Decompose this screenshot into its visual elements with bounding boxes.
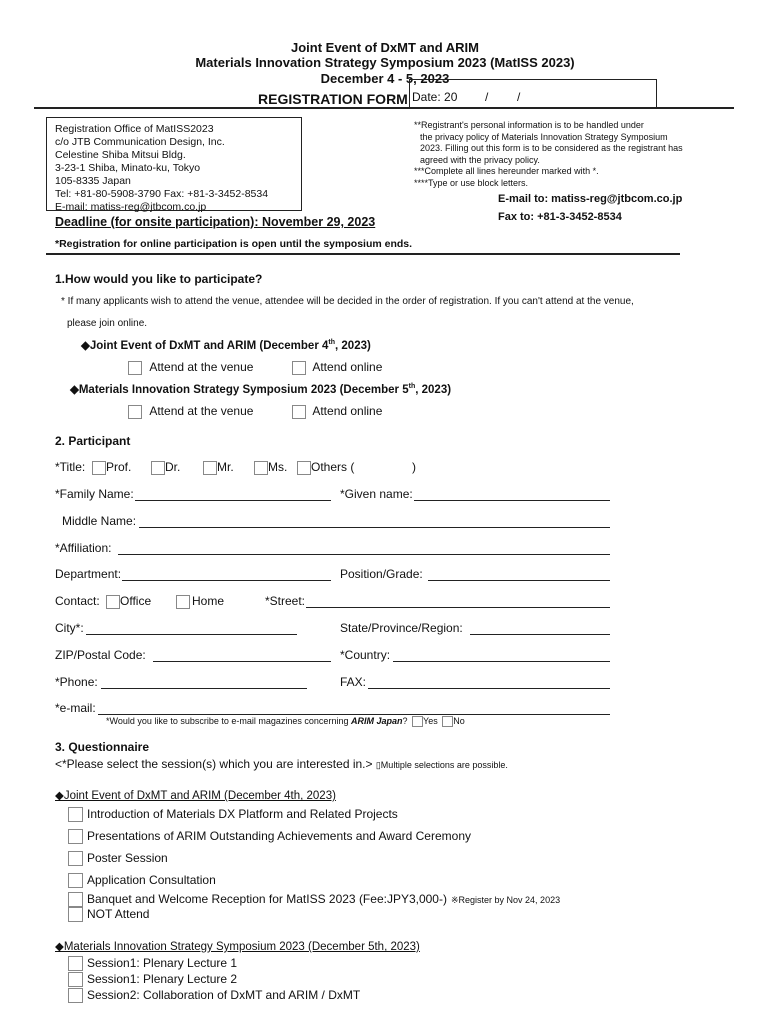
- phone-field[interactable]: [101, 688, 307, 689]
- registration-office-address: [55, 123, 268, 214]
- participation-event2-heading: [70, 382, 451, 396]
- subscribe-mark: ?: [402, 716, 408, 726]
- event2-venue-option[interactable]: [128, 404, 253, 419]
- session-label: Presentations of ARIM Outstanding Achievements and Award Ceremony: [87, 829, 471, 843]
- banquet-deadline-note: ※Register by Nov 24, 2023: [450, 895, 561, 905]
- event2-label: ◆Materials Innovation Strategy Symposium 2023 (December 5: [70, 384, 409, 396]
- position-label: Position/Grade:: [340, 567, 423, 581]
- given-name-label: *Given name:: [340, 487, 413, 501]
- state-field[interactable]: [470, 634, 610, 635]
- email-label: *e-mail:: [55, 701, 96, 715]
- checkbox[interactable]: [68, 972, 83, 987]
- option-label: Mr.: [217, 460, 234, 474]
- date-label: Date: 20: [412, 90, 458, 104]
- session-label: Session2: Collaboration of DxMT and ARIM / DxMT: [87, 988, 361, 1002]
- section1-title: 1.How would you like to participate?: [55, 272, 263, 286]
- address-line: c/o JTB Communication Design, Inc.: [55, 136, 225, 148]
- subscribe-text: *Would you like to subscribe to e-mail magazines concerning: [106, 716, 351, 726]
- header-divider: [34, 107, 734, 109]
- contact-label: Contact:: [55, 594, 100, 608]
- checkbox[interactable]: [68, 873, 83, 888]
- phone-label: *Phone:: [55, 675, 98, 689]
- subscribe-question: [106, 716, 465, 727]
- event-title-line2: Materials Innovation Strategy Symposium 2023 (MatISS 2023): [195, 55, 575, 70]
- participation-event1-heading: [81, 338, 371, 352]
- event2-online-option[interactable]: [292, 404, 382, 419]
- title-prof-option[interactable]: [92, 460, 131, 475]
- event2-sup: th: [408, 383, 416, 391]
- event2-label-end: , 2023): [415, 384, 452, 396]
- checkbox[interactable]: [68, 807, 83, 822]
- option-label: No: [453, 716, 465, 726]
- title-mr-option[interactable]: [203, 460, 234, 475]
- session-option[interactable]: [68, 956, 237, 971]
- zip-label: ZIP/Postal Code:: [55, 648, 146, 662]
- address-line: 3-23-1 Shiba, Minato-ku, Tokyo: [55, 162, 201, 174]
- session-label: Introduction of Materials DX Platform and Related Projects: [87, 807, 398, 821]
- option-label: Others (: [311, 460, 355, 474]
- affiliation-label: *Affiliation:: [55, 541, 112, 555]
- instruction-text: <*Please select the session(s) which you are interested in.>: [55, 757, 373, 771]
- session-option[interactable]: [68, 807, 398, 822]
- note-line: agreed with the privacy policy.: [420, 154, 540, 165]
- department-label: Department:: [55, 567, 122, 581]
- session-label: Poster Session: [87, 851, 168, 865]
- section1-note: * If many applicants wish to attend the venue, attendee will be decided in the order of registration. If you can't attend at the venue,: [61, 296, 634, 307]
- session-label: Session1: Plenary Lecture 1: [87, 956, 238, 970]
- option-label: Attend online: [312, 404, 383, 418]
- event1-sup: th: [328, 339, 336, 347]
- title-others-close: ): [412, 460, 416, 474]
- section1-note-cont: please join online.: [67, 318, 148, 329]
- fax-field[interactable]: [368, 688, 610, 689]
- session-option[interactable]: [68, 851, 168, 866]
- session-option[interactable]: [68, 873, 216, 888]
- session-label: NOT Attend: [87, 907, 150, 921]
- subscribe-yes-checkbox[interactable]: [412, 716, 423, 727]
- checkbox[interactable]: [68, 851, 83, 866]
- event1-label: ◆Joint Event of DxMT and ARIM (December 4: [81, 340, 329, 352]
- checkbox[interactable]: [254, 461, 268, 475]
- form-title: REGISTRATION FORM: [258, 91, 408, 107]
- street-label: *Street:: [265, 594, 306, 608]
- option-label: Attend at the venue: [149, 360, 254, 374]
- department-field[interactable]: [122, 580, 331, 581]
- checkbox[interactable]: [128, 361, 142, 375]
- event-date-line: December 4 - 5, 2023: [320, 71, 450, 86]
- family-name-label: *Family Name:: [55, 487, 134, 501]
- title-others-option[interactable]: [297, 460, 354, 475]
- online-registration-note: *Registration for online participation is open until the symposium ends.: [55, 238, 413, 250]
- option-label: Prof.: [106, 460, 132, 474]
- option-label: Office: [120, 594, 152, 608]
- event-title-line1: Joint Event of DxMT and ARIM: [290, 40, 480, 55]
- middle-name-field[interactable]: [139, 527, 610, 528]
- state-label: State/Province/Region:: [340, 621, 463, 635]
- checkbox[interactable]: [128, 405, 142, 419]
- questionnaire-instruction: [55, 757, 508, 771]
- not-attend-option[interactable]: [68, 907, 149, 922]
- event1-venue-option[interactable]: [128, 360, 253, 375]
- title-ms-option[interactable]: [254, 460, 287, 475]
- family-name-field[interactable]: [135, 500, 331, 501]
- address-line: Registration Office of MatISS2023: [55, 123, 214, 135]
- checkbox[interactable]: [68, 892, 83, 907]
- note-line: ****Type or use block letters.: [414, 177, 529, 188]
- deadline-text: Deadline (for onsite participation): November 29, 2023: [55, 215, 376, 229]
- option-label: Yes: [423, 716, 438, 726]
- note-line: 2023. Filling out this form is to be considered as the registrant has: [420, 143, 683, 153]
- title-label: *Title:: [55, 460, 86, 474]
- checkbox[interactable]: [68, 956, 83, 971]
- option-label: Ms.: [268, 460, 288, 474]
- event1-online-option[interactable]: [292, 360, 382, 375]
- contact-office-option[interactable]: [106, 594, 151, 609]
- checkbox[interactable]: [292, 405, 306, 419]
- section3-title: 3. Questionnaire: [55, 740, 150, 754]
- checkbox[interactable]: [106, 595, 120, 609]
- email-field[interactable]: [98, 714, 610, 715]
- questionnaire-event1-heading: ◆Joint Event of DxMT and ARIM (December 4th, 2023): [55, 790, 336, 802]
- note-line: the privacy policy of Materials Innovation Strategy Symposium: [420, 131, 668, 142]
- session-label: Banquet and Welcome Reception for MatISS 2023 (Fee:JPY3,000-): [87, 892, 447, 906]
- note-line: **Registrant's personal information is to be handled under: [414, 120, 644, 130]
- note-line: ***Complete all lines hereunder marked with *.: [414, 166, 599, 176]
- questionnaire-event2-heading: ◆Materials Innovation Strategy Symposium 2023 (December 5th, 2023): [55, 941, 420, 953]
- checkbox[interactable]: [297, 461, 311, 475]
- date-separator-1: /: [485, 90, 489, 104]
- street-field[interactable]: [306, 607, 610, 608]
- address-email: E-mail: matiss-reg@jtbcom.co.jp: [55, 201, 207, 213]
- contact-email: E-mail to: matiss-reg@jtbcom.co.jp: [498, 193, 683, 205]
- checkbox[interactable]: [68, 988, 83, 1003]
- city-label: City*:: [55, 621, 84, 635]
- fax-label: FAX:: [340, 675, 367, 689]
- session-option[interactable]: [68, 988, 360, 1003]
- session-option[interactable]: [68, 829, 471, 844]
- position-field[interactable]: [428, 580, 610, 581]
- checkbox[interactable]: [92, 461, 106, 475]
- session-label: Application Consultation: [87, 873, 216, 887]
- checkbox[interactable]: [176, 595, 190, 609]
- checkbox[interactable]: [68, 829, 83, 844]
- date-separator-2: /: [517, 90, 521, 104]
- session-option[interactable]: [68, 972, 237, 987]
- checkbox[interactable]: [68, 907, 83, 922]
- subscribe-no-checkbox[interactable]: [442, 716, 453, 727]
- checkbox[interactable]: [151, 461, 165, 475]
- event1-label-end: , 2023): [335, 340, 371, 352]
- banquet-option[interactable]: [68, 892, 560, 907]
- address-line: Tel: +81-80-5908-3790 Fax: +81-3-3452-8534: [55, 188, 269, 200]
- middle-name-label: Middle Name:: [62, 514, 137, 528]
- multiple-selection-note: ▯Multiple selections are possible.: [375, 760, 508, 770]
- address-line: Celestine Shiba Mitsui Bldg.: [55, 149, 186, 161]
- option-label: Attend online: [312, 360, 383, 374]
- given-name-field[interactable]: [414, 500, 610, 501]
- option-label: Dr.: [165, 460, 181, 474]
- section2-title: 2. Participant: [55, 434, 131, 448]
- session-label: Session1: Plenary Lecture 2: [87, 972, 238, 986]
- contact-home-option[interactable]: [176, 594, 224, 609]
- country-label: *Country:: [340, 648, 391, 662]
- subscribe-brand: ARIM Japan: [350, 716, 403, 726]
- option-label: Attend at the venue: [149, 404, 254, 418]
- zip-field[interactable]: [153, 661, 331, 662]
- checkbox[interactable]: [203, 461, 217, 475]
- country-field[interactable]: [393, 661, 610, 662]
- city-field[interactable]: [86, 634, 297, 635]
- privacy-notes: [414, 120, 734, 189]
- address-line: 105-8335 Japan: [55, 175, 131, 187]
- checkbox[interactable]: [292, 361, 306, 375]
- affiliation-field[interactable]: [118, 554, 610, 555]
- section-divider: [46, 253, 680, 255]
- contact-fax: Fax to: +81-3-3452-8534: [498, 211, 622, 223]
- title-dr-option[interactable]: [151, 460, 180, 475]
- option-label: Home: [192, 594, 225, 608]
